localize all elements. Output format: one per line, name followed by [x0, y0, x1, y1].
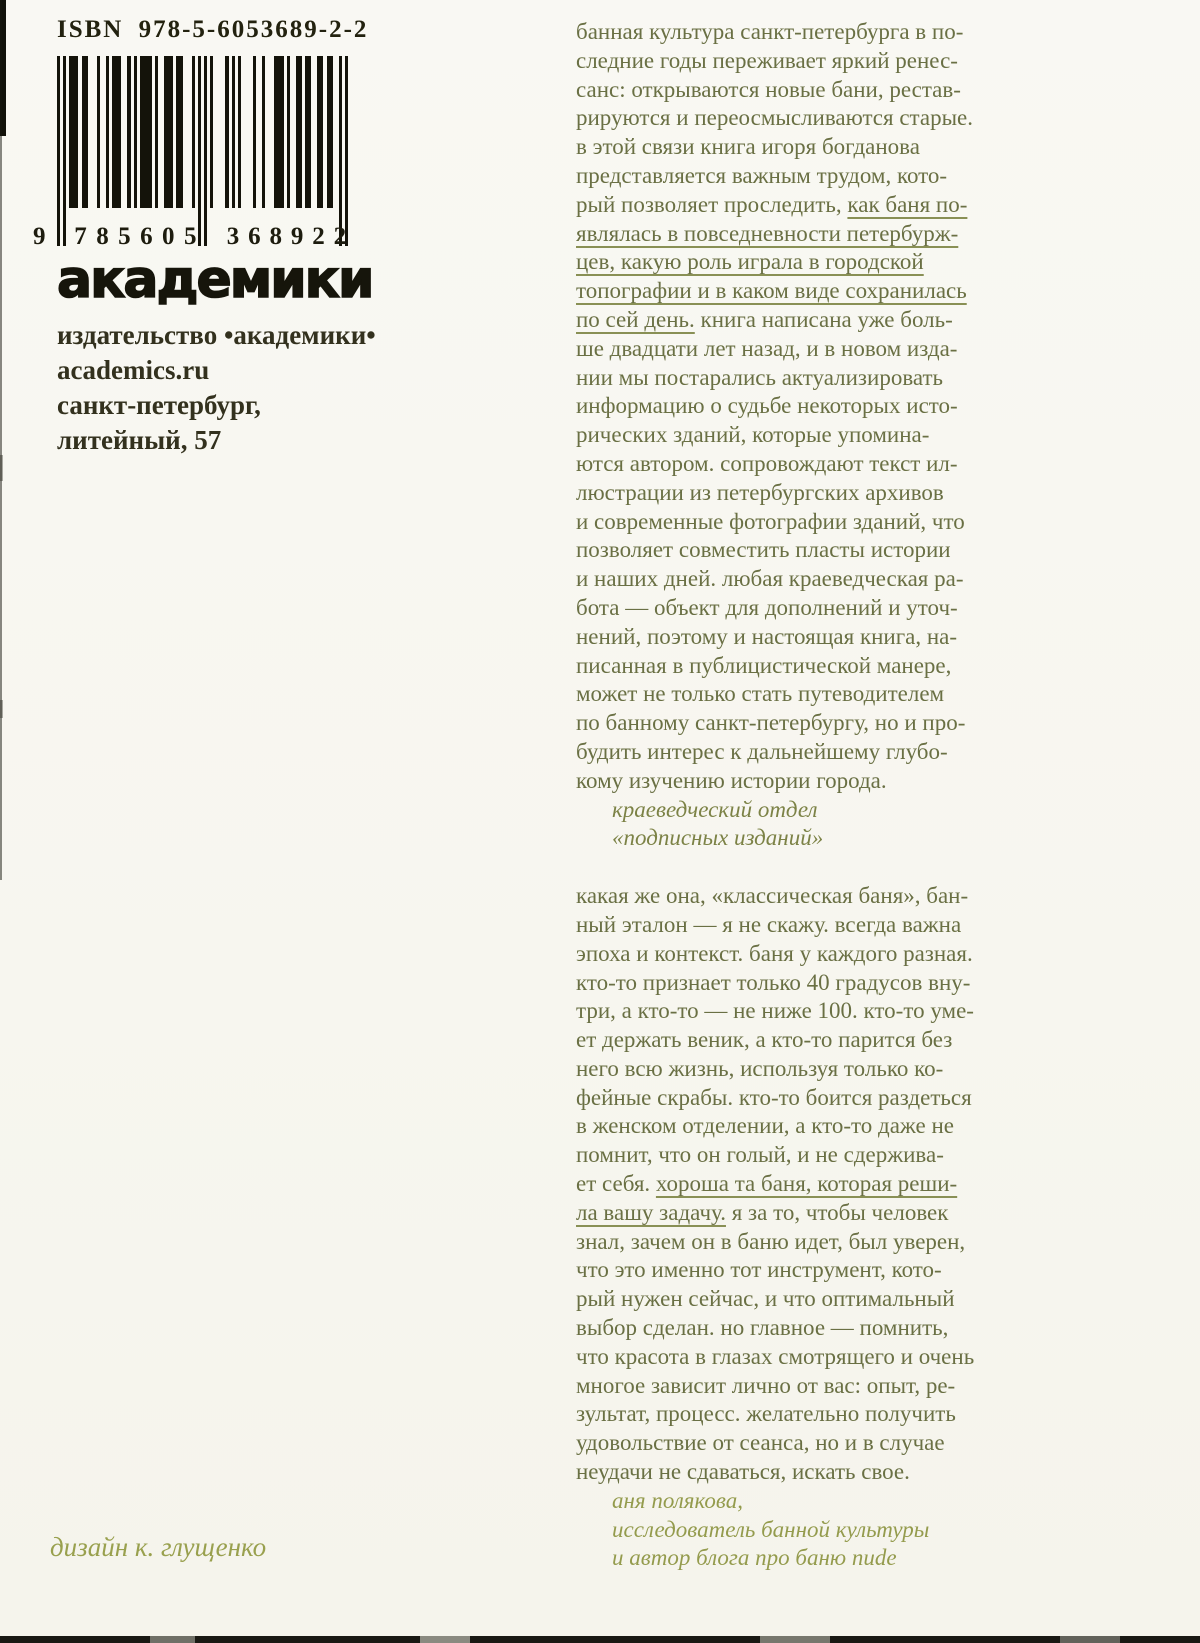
left-column	[33, 16, 477, 458]
text-line: рических зданий, которые упомина-	[576, 422, 930, 448]
text-line: краеведческий отдел	[612, 796, 818, 822]
blurb-1-attribution	[576, 796, 1024, 854]
text-line: ше двадцати лет назад, и в новом изда-	[576, 335, 958, 361]
text-line: какая же она, «классическая баня», бан-	[576, 883, 969, 909]
publisher-address: литейный, 57	[57, 425, 222, 455]
text-line: являлась в повседневности петербурж-	[576, 220, 959, 246]
text-line: и наших дней. любая краеведческая ра-	[576, 566, 964, 592]
text-line: цев, какую роль играла в городской	[576, 249, 924, 275]
text-line: знал, зачем он в баню идет, был уверен,	[576, 1228, 966, 1254]
text-line: выбор сделан. но главное — помнить,	[576, 1315, 949, 1341]
barcode-bars	[57, 56, 349, 248]
text-line: кому изучению истории города.	[576, 767, 887, 793]
text-line: позволяет совместить пласты истории	[576, 537, 951, 563]
text-line: писанная в публицистической манере,	[576, 652, 952, 678]
text-line: люстрации из петербургских архивов	[576, 479, 944, 505]
text-line: банная культура санкт-петербурга в по-	[576, 19, 964, 44]
publisher-city: санкт-петербург,	[57, 390, 261, 420]
text-line: многое зависит лично от вас: опыт, ре-	[576, 1372, 956, 1398]
text-line: рый позволяет проследить, как баня по-	[576, 191, 968, 217]
scan-artifact-dash	[0, 455, 3, 481]
blurb-2	[576, 882, 1024, 1487]
text-line: исследователь банной культуры	[612, 1516, 930, 1542]
text-line: «подписных изданий»	[612, 825, 824, 851]
text-line: удовольствие от сеанса, но и в случае	[576, 1430, 945, 1456]
text-line: в женском отделении, а кто-то даже не	[576, 1113, 954, 1139]
barcode-digits-group1: 7 8 5 6 0 5	[74, 223, 197, 250]
isbn-text: ISBN 978-5-6053689-2-2	[57, 16, 369, 43]
blurb-2-attribution	[576, 1487, 1024, 1573]
text-line: ет себя. хороша та баня, которая реши-	[576, 1171, 958, 1197]
text-line: рый нужен сейчас, и что оптимальный	[576, 1286, 955, 1312]
text-line: эпоха и контекст. баня у каждого разная.	[576, 940, 973, 966]
text-line: него всю жизнь, используя только ко-	[576, 1055, 944, 1081]
text-line: неудачи не сдаваться, искать свое.	[576, 1459, 910, 1485]
text-line: по сей день. книга написана уже боль-	[576, 306, 953, 332]
text-line: представляется важным трудом, кото-	[576, 162, 948, 188]
barcode	[33, 56, 349, 250]
text-line: и автор блога про баню nude	[612, 1545, 897, 1571]
text-line: ются автором. сопровождают текст ил-	[576, 450, 958, 476]
publisher-wordmark: академики	[57, 250, 373, 310]
text-line: три, а кто-то — не ниже 100. кто-то уме-	[576, 998, 974, 1024]
text-line: следние годы переживает яркий ренес-	[576, 47, 958, 73]
right-column	[576, 18, 1024, 1573]
publisher-info	[57, 318, 477, 458]
text-line: аня полякова,	[612, 1487, 743, 1513]
publisher-line: издательство •академики•	[57, 320, 376, 350]
text-line: ет держать веник, а кто-то парится без	[576, 1027, 953, 1053]
text-line: кто-то признает только 40 градусов вну-	[576, 969, 971, 995]
barcode-digits-group2: 3 6 8 9 2 2	[226, 223, 347, 250]
text-line: может не только стать путеводителем	[576, 681, 945, 707]
barcode-digit-lead: 9	[33, 223, 46, 250]
scan-artifact-dash	[0, 700, 3, 718]
text-line: что это именно тот инструмент, кото-	[576, 1257, 942, 1283]
text-line: нии мы постарались актуализировать	[576, 364, 944, 390]
design-credit: дизайн к. глущенко	[50, 1532, 267, 1562]
text-line: топографии и в каком виде сохранилась	[576, 278, 967, 304]
text-line: фейные скрабы. кто-то боится раздеться	[576, 1084, 972, 1110]
text-line: зультат, процесс. желательно получить	[576, 1401, 956, 1427]
scan-artifact-left-line	[0, 0, 2, 880]
text-line: информацию о судьбе некоторых исто-	[576, 393, 958, 419]
publisher-website: academics.ru	[57, 355, 210, 385]
barcode-digits	[33, 223, 355, 251]
text-line: санс: открываются новые бани, рестав-	[576, 76, 961, 102]
text-line: рируются и переосмысливаются старые.	[576, 105, 973, 131]
text-line: ла вашу задачу. я за то, чтобы человек	[576, 1199, 949, 1225]
text-line: будить интерес к дальнейшему глубо-	[576, 738, 948, 764]
text-line: по банному санкт-петербургу, но и про-	[576, 710, 966, 736]
text-line: что красота в глазах смотрящего и очень	[576, 1343, 975, 1369]
scan-artifact-bottom-band	[0, 1636, 1200, 1643]
text-line: ный эталон — я не скажу. всегда важна	[576, 911, 962, 937]
text-line: помнит, что он голый, и не сдержива-	[576, 1142, 944, 1168]
text-line: в этой связи книга игоря богданова	[576, 134, 920, 160]
text-line: бота — объект для дополнений и уточ-	[576, 594, 958, 620]
blurb-1	[576, 18, 1024, 796]
text-line: нений, поэтому и настоящая книга, на-	[576, 623, 958, 649]
text-line: и современные фотографии зданий, что	[576, 508, 965, 534]
